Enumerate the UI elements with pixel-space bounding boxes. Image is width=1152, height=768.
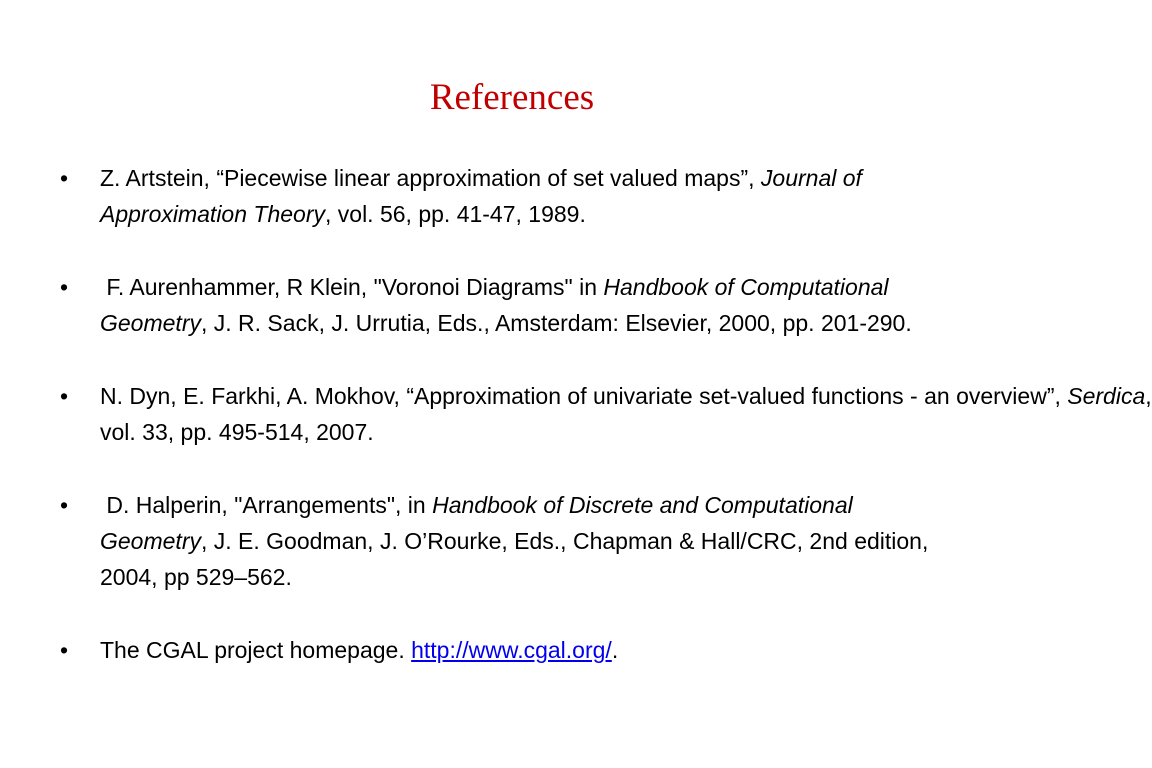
bullet: • bbox=[60, 165, 69, 191]
reference-item-aurenhammer bbox=[60, 269, 960, 341]
bullet: • bbox=[60, 637, 69, 663]
reference-item-cgal bbox=[60, 632, 960, 668]
reference-authors-title: N. Dyn, E. Farkhi, A. Mokhov, “Approximation of univariate set-valued functions - an overview”, bbox=[100, 383, 1068, 409]
reference-list bbox=[60, 160, 1152, 668]
reference-item-halperin bbox=[60, 487, 960, 595]
bullet: • bbox=[60, 383, 69, 409]
cgal-homepage-link[interactable]: http://www.cgal.org/ bbox=[411, 637, 612, 663]
reference-details: , J. R. Sack, J. Urrutia, Eds., Amsterdam: Elsevier, 2000, pp. 201-290. bbox=[200, 310, 912, 336]
bullet: • bbox=[60, 492, 69, 518]
reference-book: Handbook of Discrete and Computational Geometry bbox=[100, 492, 853, 554]
reference-text bbox=[100, 632, 960, 668]
reference-trailing-period: . bbox=[611, 637, 619, 663]
reference-item-artstein bbox=[60, 160, 960, 232]
reference-authors-title: Z. Artstein, “Piecewise linear approximation of set valued maps”, bbox=[100, 165, 761, 191]
reference-journal: Journal of Approximation Theory bbox=[100, 165, 862, 227]
reference-details: , J. E. Goodman, J. O’Rourke, Eds., Chapman & Hall/CRC, 2nd edition, 2004, pp 529–562. bbox=[100, 528, 929, 590]
reference-text bbox=[100, 269, 960, 341]
reference-book: Handbook of Computational Geometry bbox=[100, 274, 889, 336]
reference-authors-title: D. Halperin, "Arrangements", in bbox=[100, 492, 433, 518]
reference-item-dyn bbox=[60, 378, 1152, 450]
bullet: • bbox=[60, 274, 69, 300]
slide-title: References bbox=[429, 77, 595, 118]
reference-details: , vol. 56, pp. 41-47, 1989. bbox=[325, 201, 586, 227]
reference-authors-title: F. Aurenhammer, R Klein, "Voronoi Diagrams" in bbox=[100, 274, 604, 300]
reference-text bbox=[100, 487, 960, 595]
reference-description: The CGAL project homepage. bbox=[100, 637, 412, 663]
reference-text bbox=[100, 160, 960, 232]
reference-text bbox=[100, 378, 1152, 450]
reference-details: , vol. 33, pp. 495-514, 2007. bbox=[100, 383, 1152, 445]
reference-journal: Serdica bbox=[1067, 383, 1146, 409]
